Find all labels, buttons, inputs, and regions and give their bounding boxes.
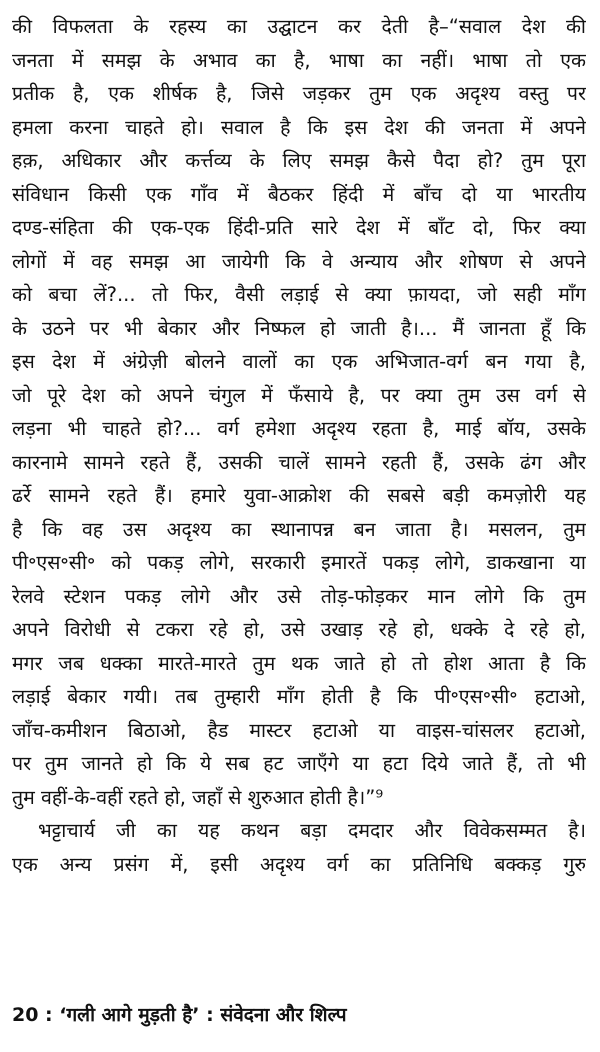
text-line: कारनामे सामने रहते हैं, उसकी चालें सामने रहती हैं, उसके ढंग और	[12, 450, 586, 474]
text-line: लोगों में वह समझ आ जायेगी कि वे अन्याय और शोषण से अपने	[12, 249, 586, 273]
text-line: हमला करना चाहते हो। सवाल है कि इस देश की जनता में अपने	[12, 115, 586, 139]
text-line: जनता में समझ के अभाव का है, भाषा का नहीं। भाषा तो एक	[12, 48, 586, 72]
page-footer: 20 : ‘गली आगे मुड़ती है’ : संवेदना और शिल्प	[12, 1004, 347, 1026]
text-line: है कि वह उस अदृश्य का स्थानापन्न बन जाता है। मसलन, तुम	[12, 517, 586, 541]
text-line: एक अन्य प्रसंग में, इसी अदृश्य वर्ग का प्रतिनिधि बक्कड़ गुरु	[12, 852, 586, 876]
text-line: पर तुम जानते हो कि ये सब हट जाएँगे या हटा दिये जाते हैं, तो भी	[12, 752, 586, 775]
text-line: रेलवे स्टेशन पकड़ लोगे और उसे तोड़-फोड़कर मान लोगे कि तुम	[12, 584, 586, 608]
text-line: की विफलता के रहस्य का उद्घाटन कर देती है–“सवाल देश की	[12, 15, 586, 38]
paragraph-1	[12, 10, 586, 814]
text-line: जो पूरे देश को अपने चंगुल में फँसाये है, पर क्या तुम उस वर्ग से	[12, 383, 586, 407]
text-line: पी॰एस॰सी॰ को पकड़ लोगे, सरकारी इमारतें पकड़ लोगे, डाकखाना या	[12, 551, 586, 574]
text-line: लड़ना भी चाहते हो?... वर्ग हमेशा अदृश्य रहता है, माई बॉय, उसके	[12, 417, 586, 440]
text-line: ढर्रे सामने रहते हैं। हमारे युवा-आक्रोश की सबसे बड़ी कमज़ोरी यह	[12, 484, 586, 507]
text-line: भट्टाचार्य जी का यह कथन बड़ा दमदार और विवेकसम्मत है।	[38, 819, 586, 842]
body-text	[12, 10, 586, 881]
text-line: संविधान किसी एक गाँव में बैठकर हिंदी में बाँच दो या भारतीय	[12, 182, 586, 206]
text-line: के उठने पर भी बेकार और निष्फल हो जाती है।... मैं जानता हूँ कि	[12, 316, 586, 340]
text-line: प्रतीक है, एक शीर्षक है, जिसे जड़कर तुम एक अदृश्य वस्तु पर	[12, 82, 586, 105]
text-line: हक़, अधिकार और कर्त्तव्य के लिए समझ कैसे पैदा हो? तुम पूरा	[12, 149, 586, 172]
text-line: लड़ाई बेकार गयी। तब तुम्हारी माँग होती है कि पी॰एस॰सी॰ हटाओ,	[12, 685, 586, 708]
text-line: को बचा लें?... तो फिर, वैसी लड़ाई से क्या फ़ायदा, जो सही माँग	[12, 283, 586, 306]
text-line: अपने विरोधी से टकरा रहे हो, उसे उखाड़ रहे हो, धक्के दे रहे हो,	[12, 618, 586, 641]
text-line: जाँच-कमीशन बिठाओ, हैड मास्टर हटाओ या वाइस-चांसलर हटाओ,	[12, 718, 586, 742]
text-line: दण्ड-संहिता की एक-एक हिंदी-प्रति सारे देश में बाँट दो, फिर क्या	[12, 216, 586, 239]
text-line: मगर जब धक्का मारते-मारते तुम थक जाते हो तो होश आता है कि	[12, 651, 586, 675]
text-line: इस देश में अंग्रेज़ी बोलने वालों का एक अभिजात-वर्ग बन गया है,	[12, 350, 586, 373]
text-line: तुम वहीं-के-वहीं रहते हो, जहाँ से शुरुआत होती है।”⁹	[12, 785, 384, 809]
paragraph-2	[12, 814, 586, 881]
